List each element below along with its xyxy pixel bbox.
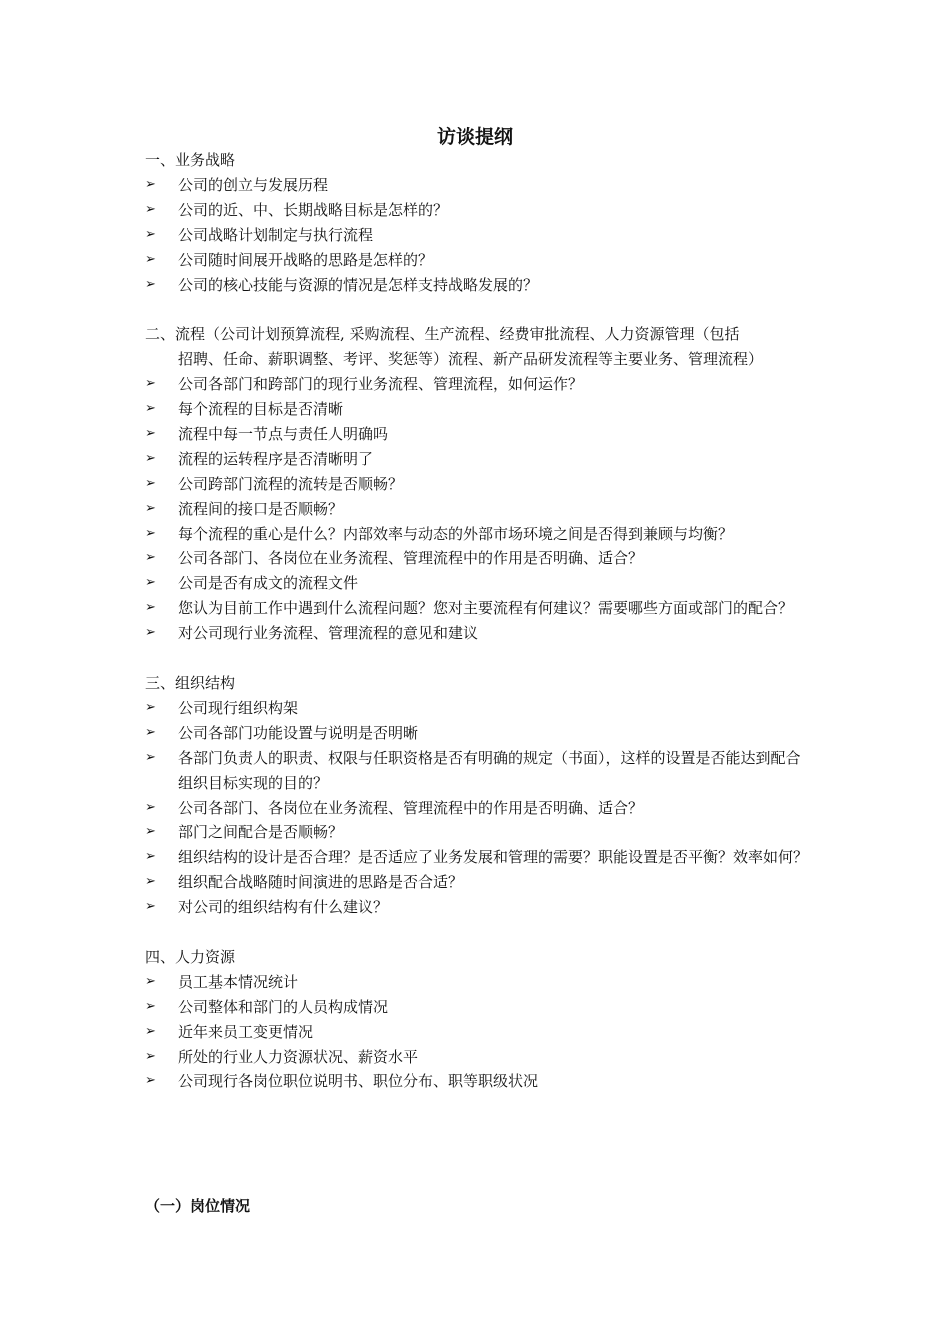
list-item <box>145 273 815 298</box>
list-item-text: 公司的创立与发展历程 <box>178 175 329 194</box>
list-item <box>145 571 815 596</box>
section-heading: 一、业务战略 <box>145 151 236 169</box>
list-item-text: 流程中每一节点与责任人明确吗 <box>178 424 389 443</box>
list-item-text: 公司各部门、各岗位在业务流程、管理流程中的作用是否明确、适合？ <box>178 549 644 568</box>
arrow-bullet-icon: ➢ <box>145 1073 156 1089</box>
arrow-bullet-icon: ➢ <box>145 425 156 441</box>
arrow-bullet-icon: ➢ <box>145 525 156 541</box>
arrow-bullet-icon: ➢ <box>145 600 156 616</box>
list-item <box>145 522 815 547</box>
list-item <box>145 173 815 198</box>
arrow-bullet-icon: ➢ <box>145 500 156 516</box>
list-item <box>145 820 815 845</box>
list-item <box>145 696 815 721</box>
list-item-text: 您认为目前工作中遇到什么流程问题？您对主要流程有何建议？需要哪些方面或部门的配合？ <box>178 599 794 618</box>
list-item-text: 流程的运转程序是否清晰明了 <box>178 449 374 468</box>
list-item-text: 公司的近、中、长期战略目标是怎样的？ <box>178 200 449 219</box>
arrow-bullet-icon: ➢ <box>145 699 156 715</box>
list-item <box>145 721 815 746</box>
list-item-text: 公司跨部门流程的流转是否顺畅？ <box>178 474 404 493</box>
list-item <box>145 223 815 248</box>
list-item-text: 公司的核心技能与资源的情况是怎样支持战略发展的？ <box>178 275 539 294</box>
list-item <box>145 746 815 796</box>
document-title: 访谈提纲 <box>436 126 513 148</box>
list-item-text: 流程间的接口是否顺畅？ <box>178 499 344 518</box>
arrow-bullet-icon: ➢ <box>145 724 156 740</box>
arrow-bullet-icon: ➢ <box>145 899 156 915</box>
arrow-bullet-icon: ➢ <box>145 625 156 641</box>
section-process <box>145 322 815 646</box>
list-item-text: 每个流程的目标是否清晰 <box>178 400 344 419</box>
list-item-text: 公司随时间展开战略的思路是怎样的？ <box>178 250 434 269</box>
arrow-bullet-icon: ➢ <box>145 849 156 865</box>
list-item <box>145 995 815 1020</box>
section-heading: 四、人力资源 <box>145 947 236 966</box>
list-item-text: 对公司现行业务流程、管理流程的意见和建议 <box>178 624 479 643</box>
list-item-text: 公司现行各岗位职位说明书、职位分布、职等职级状况 <box>178 1072 539 1091</box>
list-item-text: 公司现行组织构架 <box>178 698 299 717</box>
section-org-structure <box>145 671 815 920</box>
arrow-bullet-icon: ➢ <box>145 874 156 890</box>
list-item-text: 公司整体和部门的人员构成情况 <box>178 997 389 1016</box>
list-item-text: 员工基本情况统计 <box>178 972 299 991</box>
list-item-text: 公司各部门功能设置与说明是否明晰 <box>178 723 419 742</box>
arrow-bullet-icon: ➢ <box>145 376 156 392</box>
list-item-text: 公司是否有成文的流程文件 <box>178 574 359 593</box>
section-business-strategy <box>145 148 815 297</box>
list-item <box>145 870 815 895</box>
list-item <box>145 248 815 273</box>
list-item-text: 近年来员工变更情况 <box>178 1022 314 1041</box>
arrow-bullet-icon: ➢ <box>145 799 156 815</box>
list-item <box>145 546 815 571</box>
list-item-text: 公司战略计划制定与执行流程 <box>178 225 374 244</box>
arrow-bullet-icon: ➢ <box>145 276 156 292</box>
arrow-bullet-icon: ➢ <box>145 824 156 840</box>
arrow-bullet-icon: ➢ <box>145 226 156 242</box>
arrow-bullet-icon: ➢ <box>145 1048 156 1064</box>
list-item <box>145 970 815 995</box>
list-item <box>145 845 815 870</box>
list-item <box>145 621 815 646</box>
arrow-bullet-icon: ➢ <box>145 251 156 267</box>
list-item <box>145 796 815 821</box>
arrow-bullet-icon: ➢ <box>145 176 156 192</box>
list-item <box>145 497 815 522</box>
list-item-text: 公司各部门和跨部门的现行业务流程、管理流程，如何运作？ <box>178 375 584 394</box>
list-item <box>145 397 815 422</box>
arrow-bullet-icon: ➢ <box>145 550 156 566</box>
subsection-heading: （一）岗位情况 <box>145 1197 251 1215</box>
section-heading: 二、流程（公司计划预算流程, 采购流程、生产流程、经费审批流程、人力资源管理（包括 <box>145 325 740 344</box>
list-item-text: 对公司的组织结构有什么建议？ <box>178 898 389 917</box>
section-heading: 三、组织结构 <box>145 674 236 692</box>
list-item-text: 组织结构的设计是否合理？是否适应了业务发展和管理的需要？职能设置是否平衡？效率如何？ <box>178 848 809 867</box>
list-item <box>145 1045 815 1070</box>
list-item <box>145 422 815 447</box>
section-heading-continuation: 招聘、任命、薪职调整、考评、奖惩等）流程、新产品研发流程等主要业务、管理流程） <box>178 350 764 369</box>
document-body <box>145 148 815 1094</box>
arrow-bullet-icon: ➢ <box>145 201 156 217</box>
arrow-bullet-icon: ➢ <box>145 575 156 591</box>
arrow-bullet-icon: ➢ <box>145 749 156 765</box>
list-item-text: 部门之间配合是否顺畅？ <box>178 823 344 842</box>
list-item <box>145 596 815 621</box>
list-item <box>145 1020 815 1045</box>
arrow-bullet-icon: ➢ <box>145 401 156 417</box>
list-item-text: 组织配合战略随时间演进的思路是否合适？ <box>178 873 464 892</box>
list-item <box>145 1069 815 1094</box>
list-item <box>145 895 815 920</box>
list-item-text: 公司各部门、各岗位在业务流程、管理流程中的作用是否明确、适合？ <box>178 798 644 817</box>
list-item-text: 每个流程的重心是什么？内部效率与动态的外部市场环境之间是否得到兼顾与均衡？ <box>178 524 734 543</box>
arrow-bullet-icon: ➢ <box>145 998 156 1014</box>
list-item <box>145 372 815 397</box>
arrow-bullet-icon: ➢ <box>145 973 156 989</box>
list-item <box>145 447 815 472</box>
list-item <box>145 472 815 497</box>
arrow-bullet-icon: ➢ <box>145 1023 156 1039</box>
section-human-resources <box>145 945 815 1094</box>
arrow-bullet-icon: ➢ <box>145 475 156 491</box>
list-item-text: 所处的行业人力资源状况、薪资水平 <box>178 1047 419 1066</box>
list-item-text: 各部门负责人的职责、权限与任职资格是否有明确的规定（书面），这样的设置是否能达到配合组织目标实现的目的？ <box>178 748 801 792</box>
list-item <box>145 198 815 223</box>
arrow-bullet-icon: ➢ <box>145 450 156 466</box>
